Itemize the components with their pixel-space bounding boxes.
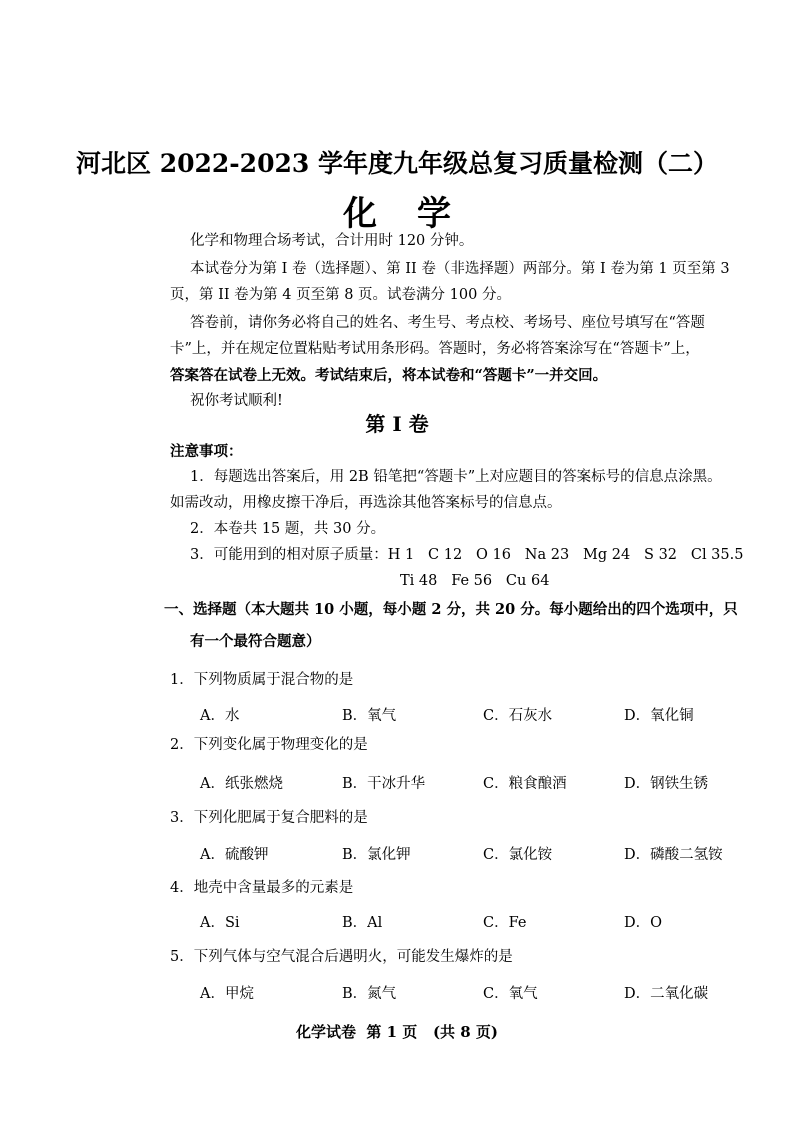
question-4-option-c: C．Fe	[483, 915, 527, 931]
page-footer: 化学试卷 第 1 页 (共 8 页)	[295, 1023, 499, 1041]
question-1-option-a: A．水	[200, 708, 240, 724]
question-2-option-b: B．干冰升华	[342, 776, 426, 792]
question-3-option-b: B．氯化钾	[342, 847, 411, 863]
question-4-stem: 4．地壳中含量最多的元素是	[170, 880, 354, 896]
note-1b: 如需改动，用橡皮擦干净后，再选涂其他答案标号的信息点。	[170, 495, 562, 511]
question-5-option-d: D．二氧化碳	[624, 986, 709, 1002]
intro-line-2a: 本试卷分为第 I 卷（选择题）、第 II 卷（非选择题）两部分。第 I 卷为第 1 页至第 3	[190, 261, 730, 277]
section-title: 第 I 卷	[365, 412, 429, 436]
intro-line-1: 化学和物理合场考试，合计用时 120 分钟。	[190, 233, 474, 249]
part1-heading-b: 有一个最符合题意）	[190, 633, 321, 650]
question-3-stem: 3．下列化肥属于复合肥料的是	[170, 810, 368, 826]
subject-title: 化学	[343, 194, 491, 234]
question-3-option-d: D．磷酸二氢铵	[624, 847, 723, 863]
intro-line-3a: 答卷前，请你务必将自己的姓名、考生号、考点校、考场号、座位号填写在“答题	[190, 315, 705, 331]
note-3b: Ti 48 Fe 56 Cu 64	[400, 573, 550, 589]
intro-line-2b: 页，第 II 卷为第 4 页至第 8 页。试卷满分 100 分。	[170, 287, 511, 303]
question-1-option-d: D．氧化铜	[624, 708, 694, 724]
question-3-option-a: A．硫酸钾	[200, 847, 269, 863]
question-3-option-c: C．氯化铵	[483, 847, 553, 863]
note-3a: 3．可能用到的相对原子质量：H 1 C 12 O 16 Na 23 Mg 24 S 32 Cl 35.5	[190, 547, 744, 563]
notes-heading: 注意事项：	[170, 443, 243, 460]
question-4-option-a: A．Si	[200, 915, 240, 931]
question-4-option-d: D．O	[624, 915, 663, 931]
exam-title: 河北区 2022-2023 学年度九年级总复习质量检测（二）	[76, 149, 718, 178]
question-1-option-c: C．石灰水	[483, 708, 553, 724]
intro-line-4: 祝你考试顺利!	[190, 393, 283, 409]
question-2-option-a: A．纸张燃烧	[200, 776, 283, 792]
note-2: 2．本卷共 15 题，共 30 分。	[190, 521, 386, 537]
question-1-stem: 1．下列物质属于混合物的是	[170, 672, 354, 688]
note-1a: 1．每题选出答案后，用 2B 铅笔把“答题卡”上对应题目的答案标号的信息点涂黑。	[190, 469, 722, 485]
question-2-stem: 2．下列变化属于物理变化的是	[170, 737, 368, 753]
question-4-option-b: B．Al	[342, 915, 383, 931]
intro-line-3c: 答案答在试卷上无效。考试结束后，将本试卷和“答题卡”一并交回。	[170, 367, 608, 384]
intro-line-3b: 卡”上，并在规定位置粘贴考试用条形码。答题时，务必将答案涂写在“答题卡”上，	[170, 341, 700, 357]
question-5-option-b: B．氮气	[342, 986, 397, 1002]
question-5-stem: 5．下列气体与空气混合后遇明火，可能发生爆炸的是	[170, 949, 513, 965]
question-2-option-c: C．粮食酿酒	[483, 776, 567, 792]
question-5-option-a: A．甲烷	[200, 986, 254, 1002]
question-5-option-c: C．氧气	[483, 986, 538, 1002]
question-1-option-b: B．氧气	[342, 708, 397, 724]
question-2-option-d: D．钢铁生锈	[624, 776, 709, 792]
part1-heading-a: 一、选择题（本大题共 10 小题，每小题 2 分，共 20 分。每小题给出的四个选项中，只	[164, 601, 738, 618]
